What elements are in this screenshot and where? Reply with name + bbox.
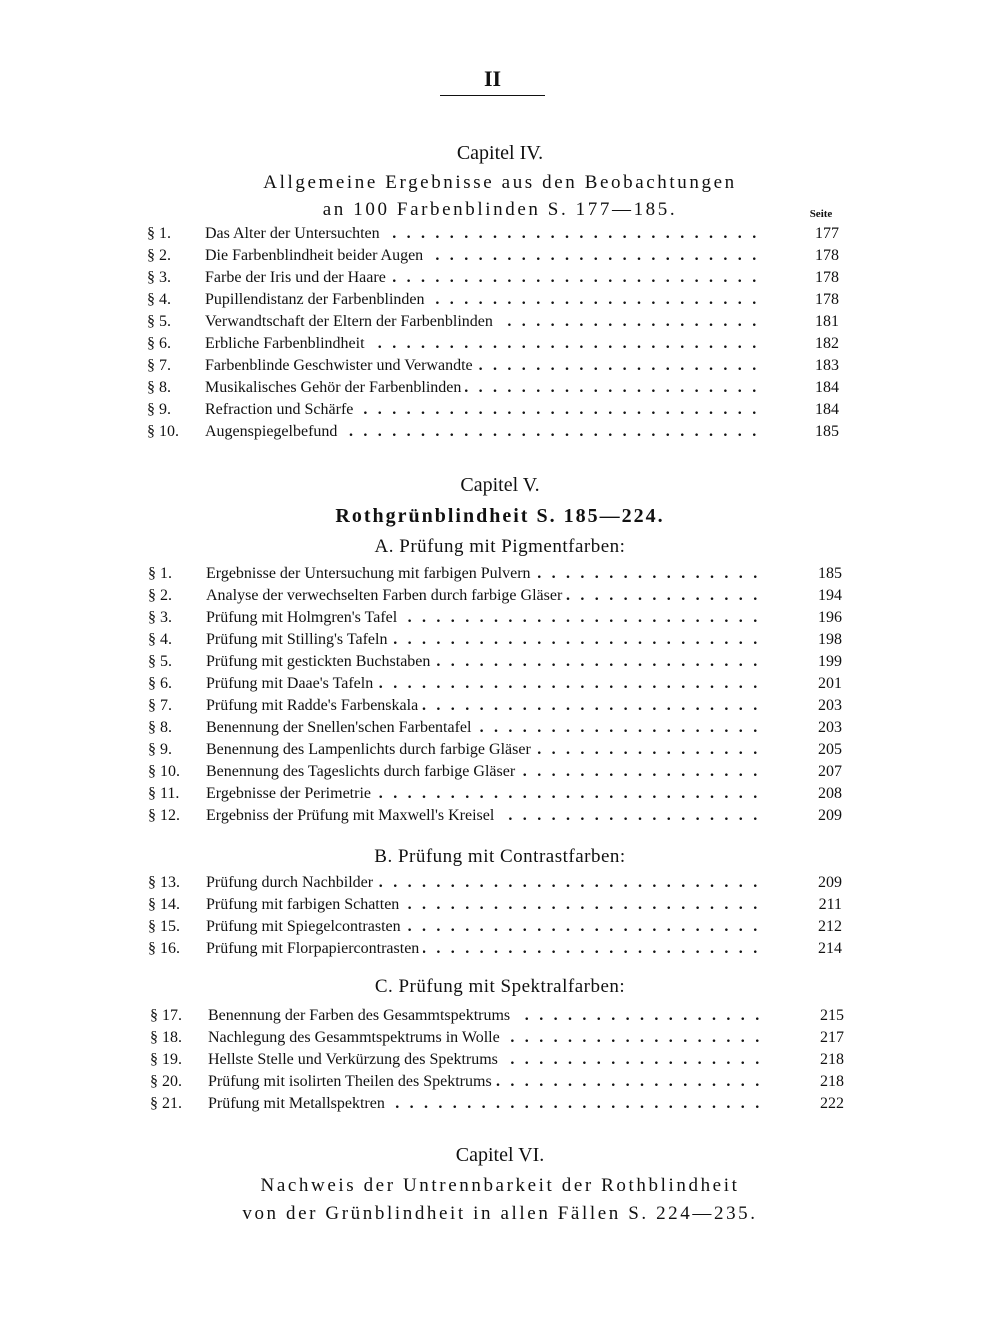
toc-section-number: § 7. — [147, 357, 171, 374]
toc-entry — [150, 1093, 844, 1115]
toc-section-number: § 8. — [147, 379, 171, 396]
toc-page-number: 215 — [820, 1007, 844, 1024]
chapter-4-heading: Capitel IV. — [456, 142, 544, 164]
toc-section-number: § 2. — [148, 587, 172, 604]
section-a-heading: A. Prüfung mit Pigmentfarben: — [374, 536, 626, 557]
toc-entry — [148, 651, 842, 673]
toc-entry-title: Augenspiegelbefund — [205, 423, 341, 440]
toc-entry-title: Prüfung mit Radde's Farbenskala — [206, 697, 422, 714]
toc-entry-title: Ergebniss der Prüfung mit Maxwell's Kreisel — [206, 807, 498, 824]
toc-entry-title-leader — [205, 245, 759, 267]
toc-section-number: § 3. — [147, 269, 171, 286]
toc-section-number: § 16. — [148, 940, 180, 957]
toc-entry-title-leader — [206, 607, 762, 629]
toc-section-number: § 12. — [148, 807, 180, 824]
toc-entry-title: Analyse der verwechselten Farben durch farbige Gläser — [206, 587, 566, 604]
toc-entry — [148, 607, 842, 629]
toc-entry-title-leader — [206, 695, 762, 717]
toc-entry — [147, 267, 839, 289]
toc-section-number: § 1. — [148, 565, 172, 582]
toc-entry-title-leader — [205, 267, 759, 289]
toc-entry — [148, 894, 842, 916]
toc-entry-title: Refraction und Schärfe — [205, 401, 357, 418]
chapter-6-subtitle-line-2: von der Grünblindheit in allen Fällen S. 224—235. — [242, 1203, 758, 1224]
toc-entry — [147, 223, 839, 245]
toc-entry-title: Prüfung mit Metallspektren — [208, 1095, 389, 1112]
toc-entry-title: Benennung der Snellen'schen Farbentafel — [206, 719, 475, 736]
toc-entry-title: Hellste Stelle und Verkürzung des Spektrums — [208, 1051, 502, 1068]
toc-entry — [147, 421, 839, 443]
toc-page-number: 178 — [815, 247, 839, 264]
toc-entry-title: Prüfung mit Spiegelcontrasten — [206, 918, 405, 935]
toc-entry — [150, 1071, 844, 1093]
toc-entry — [147, 355, 839, 377]
section-b-toc — [148, 872, 842, 960]
toc-page-number: 182 — [815, 335, 839, 352]
toc-entry — [150, 1005, 844, 1027]
toc-entry — [148, 805, 842, 827]
toc-entry — [150, 1027, 844, 1049]
toc-section-number: § 7. — [148, 697, 172, 714]
toc-entry-title: Ergebnisse der Untersuchung mit farbigen Pulvern — [206, 565, 535, 582]
toc-entry-title: Benennung des Lampenlichts durch farbige Gläser — [206, 741, 535, 758]
toc-page-number: 194 — [818, 587, 842, 604]
toc-page-number: 207 — [818, 763, 842, 780]
toc-entry-title-leader — [205, 421, 759, 443]
toc-section-number: § 14. — [148, 896, 180, 913]
toc-entry-title-leader — [205, 289, 759, 311]
toc-entry-title: Die Farbenblindheit beider Augen — [205, 247, 427, 264]
toc-section-number: § 20. — [150, 1073, 182, 1090]
toc-section-number: § 2. — [147, 247, 171, 264]
toc-entry-title-leader — [206, 938, 762, 960]
toc-entry-title-leader — [206, 916, 762, 938]
toc-page-number: 199 — [818, 653, 842, 670]
toc-section-number: § 5. — [148, 653, 172, 670]
toc-page-number: 218 — [820, 1051, 844, 1068]
toc-entry-title-leader — [205, 399, 759, 421]
toc-entry-title-leader — [206, 585, 762, 607]
seite-label: Seite — [809, 208, 833, 220]
section-b-heading: B. Prüfung mit Contrastfarben: — [374, 846, 626, 867]
toc-entry-title-leader — [205, 311, 759, 333]
toc-page-number: 181 — [815, 313, 839, 330]
toc-section-number: § 10. — [148, 763, 180, 780]
toc-entry-title: Prüfung mit Florpapiercontrasten — [206, 940, 423, 957]
toc-section-number: § 21. — [150, 1095, 182, 1112]
toc-entry-title-leader — [206, 783, 762, 805]
toc-section-number: § 6. — [147, 335, 171, 352]
toc-entry — [148, 629, 842, 651]
toc-entry — [147, 399, 839, 421]
toc-page-number: 178 — [815, 291, 839, 308]
toc-entry-title: Benennung der Farben des Gesammtspektrums — [208, 1007, 514, 1024]
toc-page-number: 178 — [815, 269, 839, 286]
chapter-4-subtitle-line-1: Allgemeine Ergebnisse aus den Beobachtungen — [263, 172, 737, 193]
toc-section-number: § 8. — [148, 719, 172, 736]
toc-page-number: 218 — [820, 1073, 844, 1090]
toc-entry — [147, 377, 839, 399]
toc-entry — [147, 289, 839, 311]
toc-section-number: § 6. — [148, 675, 172, 692]
toc-entry-title-leader — [206, 872, 762, 894]
toc-entry — [148, 717, 842, 739]
toc-entry-title: Prüfung mit Holmgren's Tafel — [206, 609, 401, 626]
section-a-toc — [148, 563, 842, 827]
toc-entry-title: Prüfung mit farbigen Schatten — [206, 896, 403, 913]
toc-entry-title-leader — [208, 1049, 764, 1071]
toc-entry-title: Nachlegung des Gesammtspektrums in Wolle — [208, 1029, 504, 1046]
toc-entry — [148, 938, 842, 960]
toc-entry-title: Pupillendistanz der Farbenblinden — [205, 291, 429, 308]
chapter-5-heading: Capitel V. — [460, 474, 540, 496]
toc-section-number: § 19. — [150, 1051, 182, 1068]
toc-section-number: § 4. — [148, 631, 172, 648]
toc-entry-title: Prüfung mit gestickten Buchstaben — [206, 653, 434, 670]
toc-page-number: 203 — [818, 697, 842, 714]
toc-section-number: § 11. — [148, 785, 180, 802]
toc-entry-title-leader — [208, 1093, 764, 1115]
toc-entry-title-leader — [206, 651, 762, 673]
toc-page-number: 185 — [818, 565, 842, 582]
toc-entry-title-leader — [206, 805, 762, 827]
toc-entry-title: Benennung des Tageslichts durch farbige Gläser — [206, 763, 519, 780]
toc-section-number: § 1. — [147, 225, 171, 242]
toc-entry-title-leader — [208, 1027, 764, 1049]
toc-section-number: § 17. — [150, 1007, 182, 1024]
toc-entry-title-leader — [208, 1071, 764, 1093]
toc-entry-title: Das Alter der Untersuchten — [205, 225, 384, 242]
toc-page-number: 185 — [815, 423, 839, 440]
toc-page-number: 177 — [815, 225, 839, 242]
toc-page-number: 212 — [818, 918, 842, 935]
toc-entry — [147, 333, 839, 355]
toc-section-number: § 5. — [147, 313, 171, 330]
toc-entry-title: Prüfung mit isolirten Theilen des Spektrums — [208, 1073, 496, 1090]
toc-entry — [148, 739, 842, 761]
toc-page-number: 201 — [818, 675, 842, 692]
toc-entry-title-leader — [205, 355, 759, 377]
toc-entry — [148, 673, 842, 695]
toc-page-number: 198 — [818, 631, 842, 648]
toc-entry — [148, 695, 842, 717]
toc-page-number: 209 — [818, 807, 842, 824]
toc-entry — [147, 311, 839, 333]
toc-entry-title-leader — [206, 894, 762, 916]
toc-page-number: 205 — [818, 741, 842, 758]
toc-entry-title: Farbe der Iris und der Haare — [205, 269, 390, 286]
toc-entry-title-leader — [206, 717, 762, 739]
section-c-toc — [150, 1005, 844, 1115]
toc-page-number: 208 — [818, 785, 842, 802]
toc-page-number: 183 — [815, 357, 839, 374]
toc-section-number: § 9. — [148, 741, 172, 758]
toc-entry — [148, 872, 842, 894]
toc-page-number: 203 — [818, 719, 842, 736]
toc-section-number: § 13. — [148, 874, 180, 891]
toc-entry-title-leader — [206, 629, 762, 651]
toc-section-number: § 10. — [147, 423, 179, 440]
toc-entry-title: Prüfung mit Daae's Tafeln — [206, 675, 377, 692]
toc-page-number: 209 — [818, 874, 842, 891]
toc-page-number: 196 — [818, 609, 842, 626]
toc-page-number: 184 — [815, 401, 839, 418]
toc-entry-title-leader — [206, 761, 762, 783]
chapter-5-subtitle: Rothgrünblindheit S. 185—224. — [335, 505, 665, 527]
chapter-6-subtitle-line-1: Nachweis der Untrennbarkeit der Rothblindheit — [260, 1175, 740, 1196]
toc-page-number: 184 — [815, 379, 839, 396]
toc-entry-title: Verwandtschaft der Eltern der Farbenblinden — [205, 313, 497, 330]
toc-entry-title-leader — [206, 739, 762, 761]
toc-entry-title: Musikalisches Gehör der Farbenblinden — [205, 379, 465, 396]
toc-entry — [150, 1049, 844, 1071]
toc-entry-title: Prüfung mit Stilling's Tafeln — [206, 631, 391, 648]
toc-section-number: § 15. — [148, 918, 180, 935]
toc-entry — [148, 783, 842, 805]
toc-entry-title-leader — [206, 563, 762, 585]
toc-entry-title: Prüfung durch Nachbilder — [206, 874, 377, 891]
toc-entry-title-leader — [205, 377, 759, 399]
toc-entry-title-leader — [205, 223, 759, 245]
toc-entry — [147, 245, 839, 267]
chapter-6-heading: Capitel VI. — [455, 1144, 545, 1166]
toc-section-number: § 9. — [147, 401, 171, 418]
toc-entry — [148, 563, 842, 585]
chapter-4-subtitle-line-2: an 100 Farbenblinden S. 177—185. — [322, 199, 678, 220]
toc-page-number: 222 — [820, 1095, 844, 1112]
toc-section-number: § 18. — [150, 1029, 182, 1046]
toc-entry — [148, 585, 842, 607]
page-number: II — [483, 66, 502, 91]
toc-entry-title: Erbliche Farbenblindheit — [205, 335, 369, 352]
toc-entry — [148, 916, 842, 938]
toc-entry-title: Farbenblinde Geschwister und Verwandte — [205, 357, 477, 374]
chapter-4-toc — [147, 223, 839, 443]
page-number-rule — [440, 95, 545, 96]
toc-entry-title-leader — [206, 673, 762, 695]
toc-page-number: 217 — [820, 1029, 844, 1046]
toc-entry-title: Ergebnisse der Perimetrie — [206, 785, 375, 802]
toc-entry — [148, 761, 842, 783]
toc-entry-title-leader — [205, 333, 759, 355]
toc-page-number: 211 — [818, 896, 842, 913]
toc-section-number: § 3. — [148, 609, 172, 626]
toc-entry-title-leader — [208, 1005, 764, 1027]
toc-section-number: § 4. — [147, 291, 171, 308]
section-c-heading: C. Prüfung mit Spektralfarben: — [374, 976, 626, 997]
toc-page-number: 214 — [818, 940, 842, 957]
